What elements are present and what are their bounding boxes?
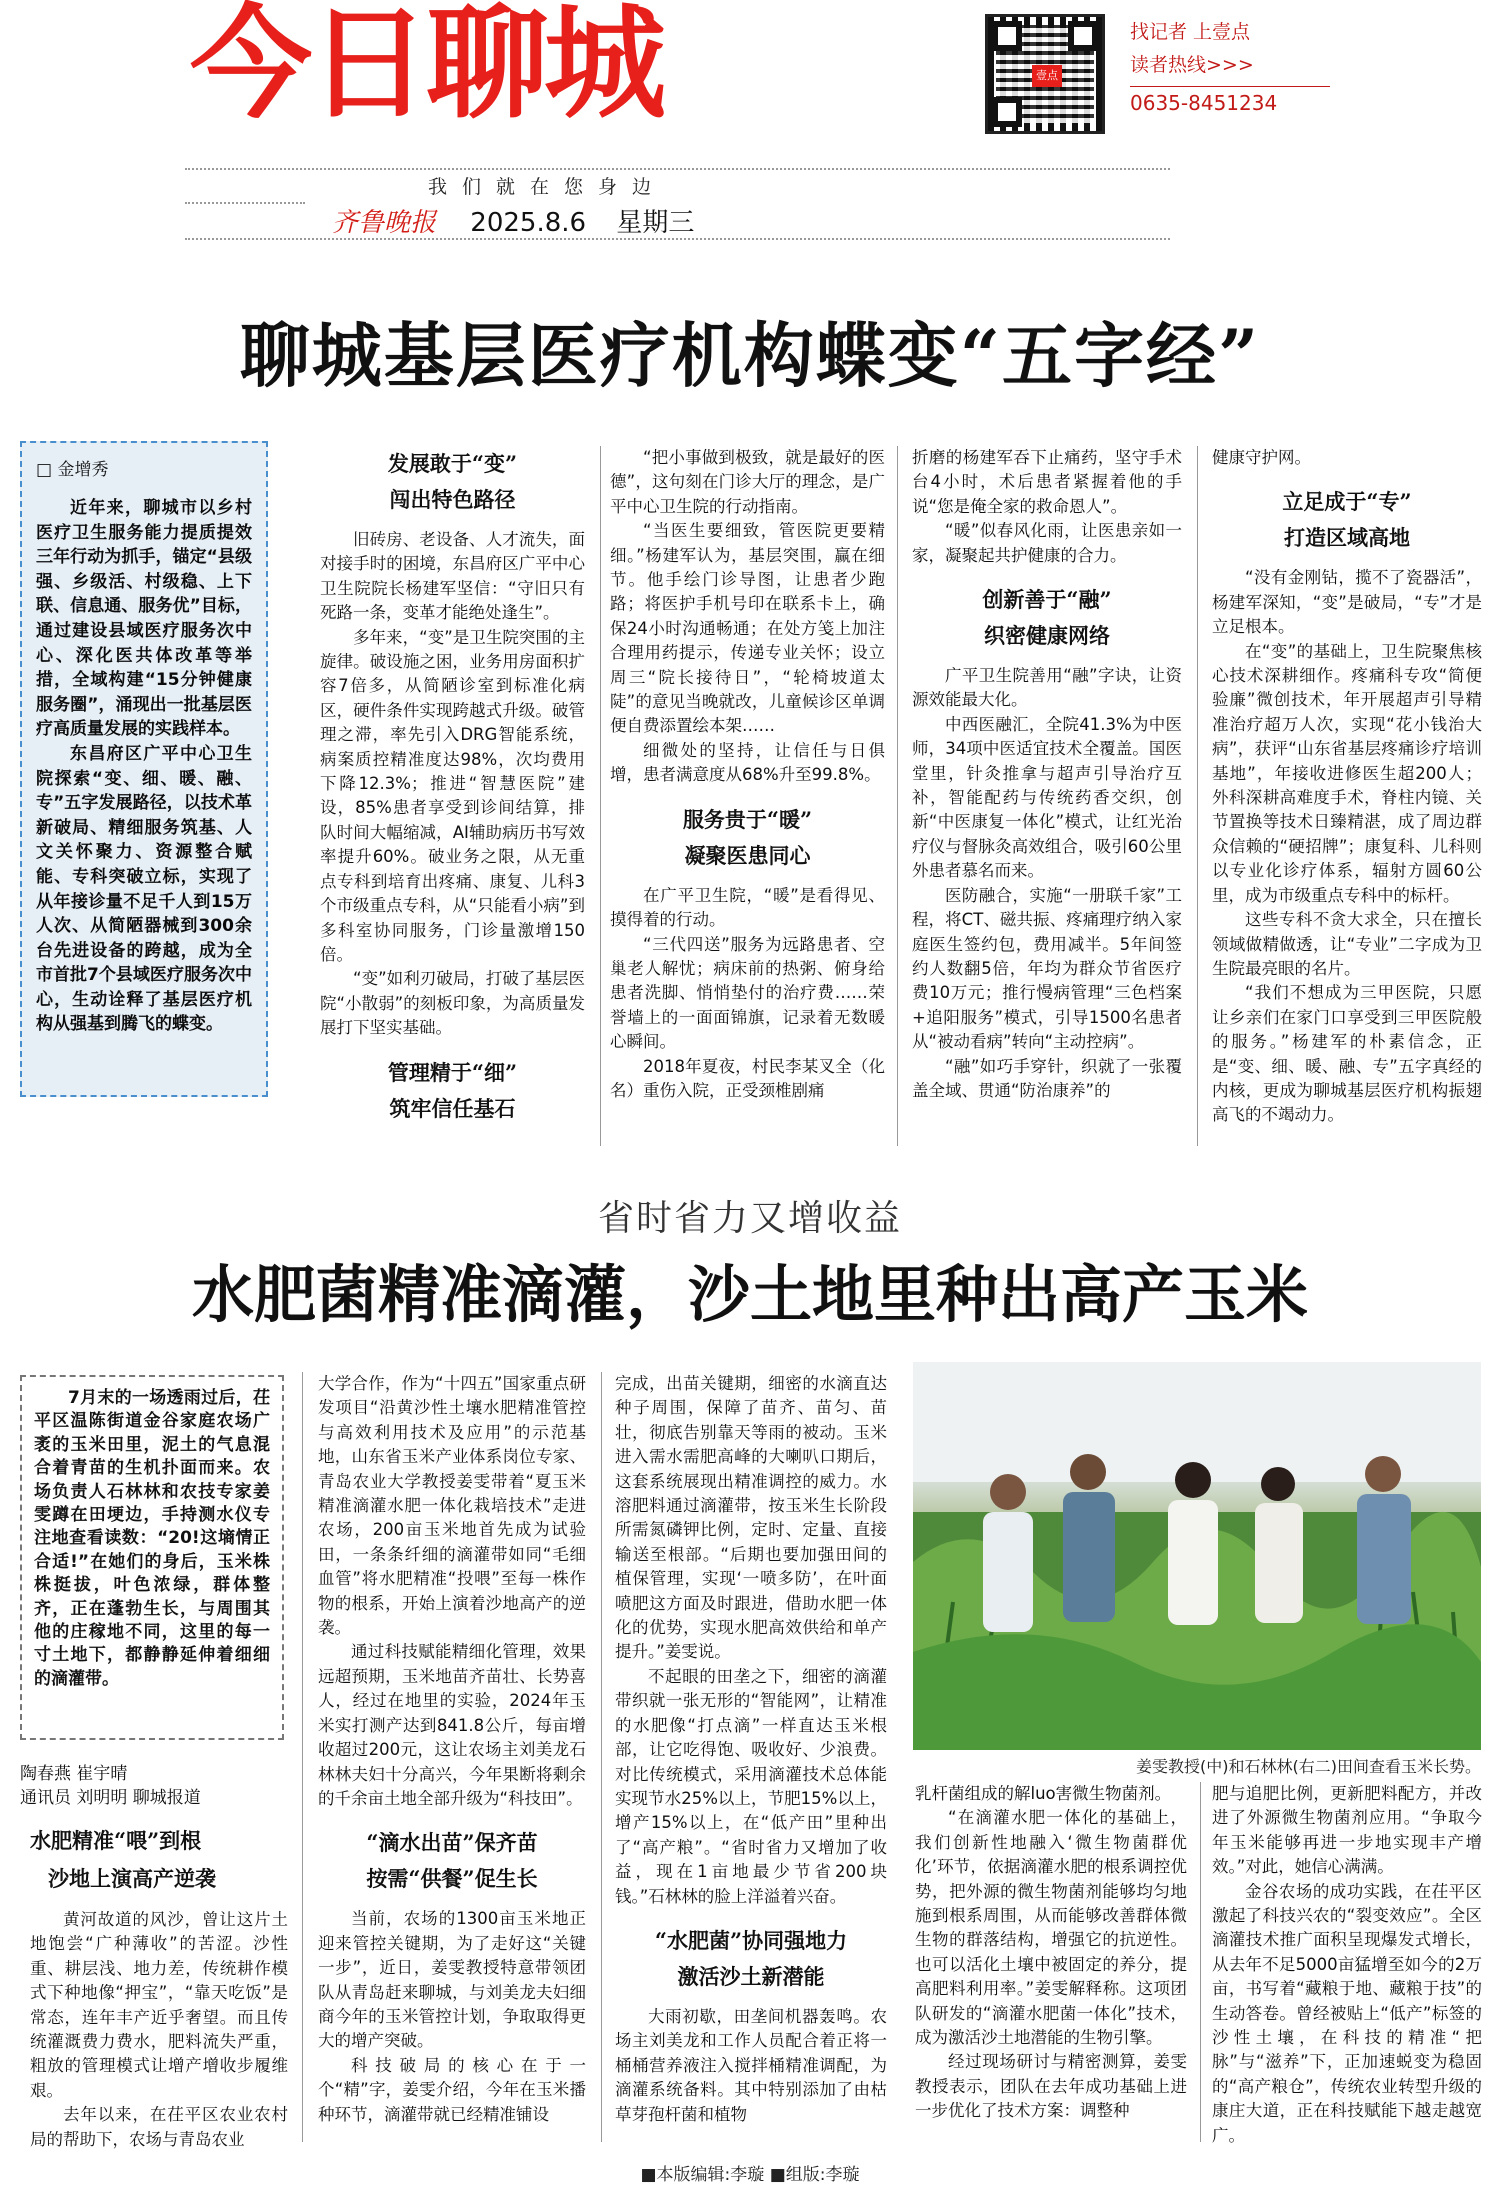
story1-headline: 聊城基层医疗机构蝶变“五字经” [239,314,1261,397]
paragraph: 在广平卫生院，“暖”是看得见、摸得着的行动。 [610,885,885,930]
paragraph: 金谷农场的成功实践，在茌平区激起了科技兴农的“裂变效应”。全区滴灌技术推广面积呈现爆发式增长，从去年不足5000亩猛增至如今的2万亩，书写着“藏粮于地、藏粮于技”的生动答卷。曾经被贴上“低产”标签的沙性土壤，在科技的精准“把脉”与“滋养”下，正加速蜕变为稳固的“高产粮仓”，传统农业转型升级的康庄大道，正在科技赋能下越走越宽广。 [1212,1881,1482,2145]
paragraph: “把小事做到极致，就是最好的医德”，这句刻在门诊大厅的理念，是广平中心卫生院的行动指南。 [610,448,885,516]
story1-lead-box [20,441,268,1097]
story1-column-2 [320,446,585,1137]
story2-lead-para: 7月末的一场透雨过后，茌平区温陈街道金谷家庭农场广袤的玉米田里，泥土的气息混合着青苗的生机扑面而来。农场负责人石林林和农技专家姜雯蹲在田埂边，手持测水仪专注地查看读数：“20!这墒情正合适!”在她们的身后，玉米株株挺拔，叶色浓绿，群体整齐，正在蓬勃生长，与周围其他的庄稼地不同，这里的每一寸土地下，都静静延伸着细细的滴灌带。 [34,1388,270,1689]
paper-name: 齐鲁晚报 [332,208,437,238]
hotline-label: 找记者 上壹点 [1130,21,1251,43]
paragraph: 健康守护网。 [1212,448,1311,467]
reader-hotline [1130,16,1330,120]
date-bar [332,202,716,239]
story2-column-3 [615,1372,887,2127]
slogan: 我们就在您身边 [428,176,667,198]
paragraph: 通过科技赋能精细化管理，效果远超预期，玉米地苗齐苗壮、长势喜人，经过在地里的实验，2024年玉米实打测产达到841.8公斤，每亩增收超过200元，这让农场主刘美龙石林林夫妇十分高兴，今年果断将剩余的千余亩土地全部升级为“科技田”。 [318,1642,586,1808]
paragraph: 中西医融汇，全院41.3%为中医师，34项中医适宜技术全覆盖。国医堂里，针灸推拿与超声引导治疗互补，智能配药与传统药香交织，创新“中医康复一体化”模式，让红光治疗仪与督脉灸高效组合，吸引60公里外患者慕名而来。 [912,714,1182,881]
masthead-logo: 今日聊城 [190,0,662,135]
issue-weekday: 星期三 [616,208,695,238]
paragraph: 在“变”的基础上，卫生院聚焦核心技术深耕细作。疼痛科专攻“简便验廉”微创技术，年开展超声引导精准治疗超万人次，实现“花小钱治大病”，获评“山东省基层疼痛诊疗培训基地”，年接收进修医生超200人；外科深耕高难度手术，脊柱内镜、关节置换等技术日臻精湛，成了周边群众信赖的“硬招牌”；康复科、儿科则以专业化诊疗体系，辐射方圆60公里，成为市级重点专科中的标杆。 [1212,641,1482,905]
story2-subhead-drip: “滴水出苗”保齐苗 按需“供餐”促生长 [366,1830,538,1892]
paragraph: “三代四送”服务为远路患者、空巢老人解忧；病床前的热粥、俯身给患者洗脚、悄悄垫付的治疗费……荣誉墙上的一面面锦旗，记录着无数暖心瞬间。 [610,934,885,1052]
paragraph: 不起眼的田垄之下，细密的滴灌带织就一张无形的“智能网”，让精准的水肥像“打点滴”一样直达玉米根部，让它吃得饱、吸收好、少浪费。对比传统模式，采用滴灌技术总体能实现节水25%以上，节肥15%以上，增产15%以上，在“低产田”里种出了“高产粮”。“省时省力又增加了收益，现在1亩地最少节省200块钱。”石林林的脸上洋溢着兴奋。 [615,1666,887,1906]
paragraph: 广平卫生院善用“融”字诀，让资源效能最大化。 [912,666,1182,710]
paragraph: 这些专科不贪大求全，只在擅长领域做精做透，让“专业”二字成为卫生院最亮眼的名片。 [1212,910,1482,978]
paragraph: 折磨的杨建军吞下止痛药，坚守手术台4小时，术后患者紧握着他的手说“您是俺全家的救命恩人”。 [912,448,1182,516]
hotline-number: 0635-8451234 [1130,86,1330,120]
paragraph: 细微处的坚持，让信任与日俱增，患者满意度从68%升至99.8%。 [610,740,885,785]
story2-kicker: 省时省力又增收益 [597,1198,902,1239]
paragraph: “在滴灌水肥一体化的基础上，我们创新性地融入‘微生物菌群优化’环节，依据滴灌水肥的根系调控优势，把外源的微生物菌剂能够均匀地施到根系周围，从而能够改善群体微生物的群落结构，增强它的抗逆性。也可以活化土壤中被固定的养分，提高肥料利用率。”姜雯解释称。这项团队研发的“滴灌水肥菌一体化”技术，成为激活沙土地潜能的生物引擎。 [915,1808,1187,2048]
paragraph: “没有金刚钻，揽不了瓷器活”，杨建军深知，“变”是破局，“专”才是立足根本。 [1212,568,1482,637]
field-photo [913,1362,1481,1750]
story2-lead-box [20,1375,284,1740]
paragraph: 旧砖房、老设备、人才流失，面对接手时的困境，东昌府区广平中心卫生院院长杨建军坚信：“守旧只有死路一条，变革才能绝处逢生”。 [320,530,585,623]
qr-badge: 壹点 [1032,65,1062,87]
story1-lead-para: 东昌府区广平中心卫生院探索“变、细、暖、融、专”五字发展路径，以技术革新破局、精细服务筑基、人文关怀聚力、资源整合赋能、专科突破立标，实现了从年接诊量不足千人到15万人次、从简陋器械到300余台先进设备的跨越，成为全市首批7个县域医疗服务次中心，生动诠释了基层医疗机构从强基到腾飞的蝶变。 [36,743,252,1035]
paragraph: 去年以来，在茌平区农业农村局的帮助下，农场与青岛农业 [30,2105,288,2149]
story2-column-4 [915,1782,1187,2124]
paragraph: 黄河故道的风沙，曾让这片土地饱尝“广种薄收”的苦涩。沙性重、耕层浅、地力差，传统耕作模式下种地像“押宝”，“靠天吃饭”是常态，连年丰产近乎奢望。而且传统灌溉费力费水，肥料流失严重，粗放的管理模式让增产增收步履维艰。 [30,1910,288,2100]
paragraph: 科技破局的核心在于一个“精”字，姜雯介绍，今年在玉米播种环节，滴灌带就已经精准铺设 [318,2055,586,2124]
page-footer: ■本版编辑:李璇 ■组版:李璇 [640,2165,860,2185]
paragraph: 乳杆菌组成的解luo害微生物菌剂。 [915,1784,1172,1803]
credit-line: 陶春燕 崔宇晴 [20,1764,128,1784]
paragraph: “变”如利刃破局，打破了基层医院“小散弱”的刻板印象，为高质量发展打下坚实基础。 [320,969,585,1038]
paragraph: 多年来，“变”是卫生院突围的主旋律。破设施之困，业务用房面积扩容7倍多，从简陋诊室到标准化病区，硬件条件实现跨越式升级。破管理之滞，率先引入DRG智能系统，病案质控精准度达98%，次均费用下降12.3%；推进“智慧医院”建设，85%患者享受到诊间结算，排队时间大幅缩减，AI辅助病历书写效率提升60%。破业务之限，从无重点专科到培育出疼痛、康复、儿科3个市级重点专科，从“只能看小病”到多科室协同服务，门诊量激增150倍。 [320,627,585,964]
story2-column-5 [1212,1782,1482,2148]
story2-headline: 水肥菌精准滴灌，沙土地里种出高产玉米 [191,1258,1308,1331]
story1-subhead-change: 发展敢于“变” 闯出特色路径 [387,451,518,512]
story2-column-1 [30,1810,288,2152]
qr-code[interactable] [985,14,1105,134]
paragraph: 经过现场研讨与精密测算，姜雯教授表示，团队在去年成功基础上进一步优化了技术方案：调整种 [915,2052,1187,2121]
story1-subhead-special: 立足成于“专” 打造区域高地 [1282,489,1412,551]
story1-subhead-fusion: 创新善于“融” 织密健康网络 [982,587,1112,649]
paragraph: 大学合作，作为“十四五”国家重点研发项目“沿黄沙性土壤水肥精准管控与高效利用技术及应用”的示范基地，山东省玉米产业体系岗位专家、青岛农业大学教授姜雯带着“夏玉米精准滴灌水肥一体化栽培技术”走进农场，200亩玉米地首先成为试验田，一条条纤细的滴灌带如同“毛细血管”将水肥精准“投喂”至每一株作物的根系，开始上演着沙地高产的逆袭。 [318,1374,586,1638]
story1-lead-para: 近年来，聊城市以乡村医疗卫生服务能力提质提效三年行动为抓手，锚定“县级强、乡级活、村级稳、上下联、信息通、服务优”目标，通过建设县域医疗服务次中心、深化医共体改革等举措，全域构建“15分钟健康服务圈”，涌现出一批基层医疗高质量发展的实践样本。 [36,498,252,740]
paragraph: “暖”似春风化雨，让医患亲如一家，凝聚起共护健康的合力。 [912,521,1182,565]
paragraph: “我们不想成为三甲医院，只愿让乡亲们在家门口享受到三甲医院般的服务。”杨建军的朴素信念，正是“变、细、暖、融、专”五字真经的内核，更成为聊城基层医疗机构振翅高飞的不竭动力。 [1212,983,1482,1125]
paragraph: 医防融合，实施“一册联千家”工程，将CT、磁共振、疼痛理疗纳入家庭医生签约包，费用减半。5年间签约人数翻5倍，年均为群众节省医疗费10万元；推行慢病管理“三色档案+追阳服务”模式，引导1500名患者从“被动看病”转向“主动控病”。 [912,885,1182,1052]
paragraph: “当医生要细致，管医院更要精细。”杨建军认为，基层突围，赢在细节。他手绘门诊导图，让患者少跑路；将医护手机号印在联系卡上，确保24小时沟通畅通；在处方笺上加注合理用药提示，传递专业关怀；设立周三“院长接待日”，“轮椅坡道太陡”的意见当晚就改，儿童候诊区单调便自费添置绘本架…… [610,521,885,736]
story1-column-3 [610,446,885,1103]
photo-caption: 姜雯教授(中)和石林林(右二)田间查看玉米长势。 [1136,1757,1481,1776]
story1-subhead-detail: 管理精于“细” 筑牢信任基石 [387,1059,518,1121]
paragraph: 完成，出苗关键期，细密的水滴直达种子周围，保障了苗齐、苗匀、苗壮，彻底告别靠天等雨的被动。玉米进入需水需肥高峰的大喇叭口期后，这套系统展现出精准调控的威力。水溶肥料通过滴灌带，按玉米生长阶段所需氮磷钾比例，定时、定量、直接输送至根部。“后期也要加强田间的植保管理，实现‘一喷多防’，在叶面喷肥这方面及时跟进，借助水肥一体化的优势，实现水肥高效供给和单产提升。”姜雯说。 [615,1374,887,1662]
story2-credits [20,1762,284,1810]
credit-line: 通讯员 刘明明 聊城报道 [20,1788,201,1808]
paragraph: 当前，农场的1300亩玉米地正迎来管控关键期，为了走好这“关键一步”，近日，姜雯教授特意带领团队从青岛赶来聊城，与刘美龙夫妇细商今年的玉米管控计划，争取取得更大的增产突破。 [318,1909,586,2051]
field-photo-illustration [913,1362,1481,1750]
story2-column-2 [318,1372,586,2127]
story1-byline: □ 金增秀 [36,460,109,480]
issue-date: 2025.8.6 [470,208,587,238]
paragraph: 肥与追肥比例，更新肥料配方，并改进了外源微生物菌剂应用。“争取今年玉米能够再进一步地实现丰产增效。”对此，她信心满满。 [1212,1784,1482,1877]
story2-subhead-feed: 水肥精准“喂”到根 沙地上演高产逆袭 [30,1828,216,1891]
story1-column-5 [1212,446,1482,1128]
hotline-label-2: 读者热线>>> [1130,54,1254,76]
story2-subhead-synergy: “水肥菌”协同强地力 激活沙土新潜能 [654,1927,848,1989]
story1-column-4 [912,446,1182,1103]
paragraph: 2018年夏夜，村民李某叉全（化名）重伤入院，正受颈椎剧痛 [610,1056,885,1100]
paragraph: “融”如巧手穿针，织就了一张覆盖全域、贯通“防治康养”的 [912,1056,1182,1100]
paragraph: 大雨初歇，田垄间机器轰鸣。农场主刘美龙和工作人员配合着正将一桶桶营养液注入搅拌桶精准调配，为滴灌系统备料。其中特别添加了由枯草芽孢杆菌和植物 [615,2006,887,2124]
story1-subhead-warm: 服务贵于“暖” 凝聚医患同心 [682,806,813,868]
